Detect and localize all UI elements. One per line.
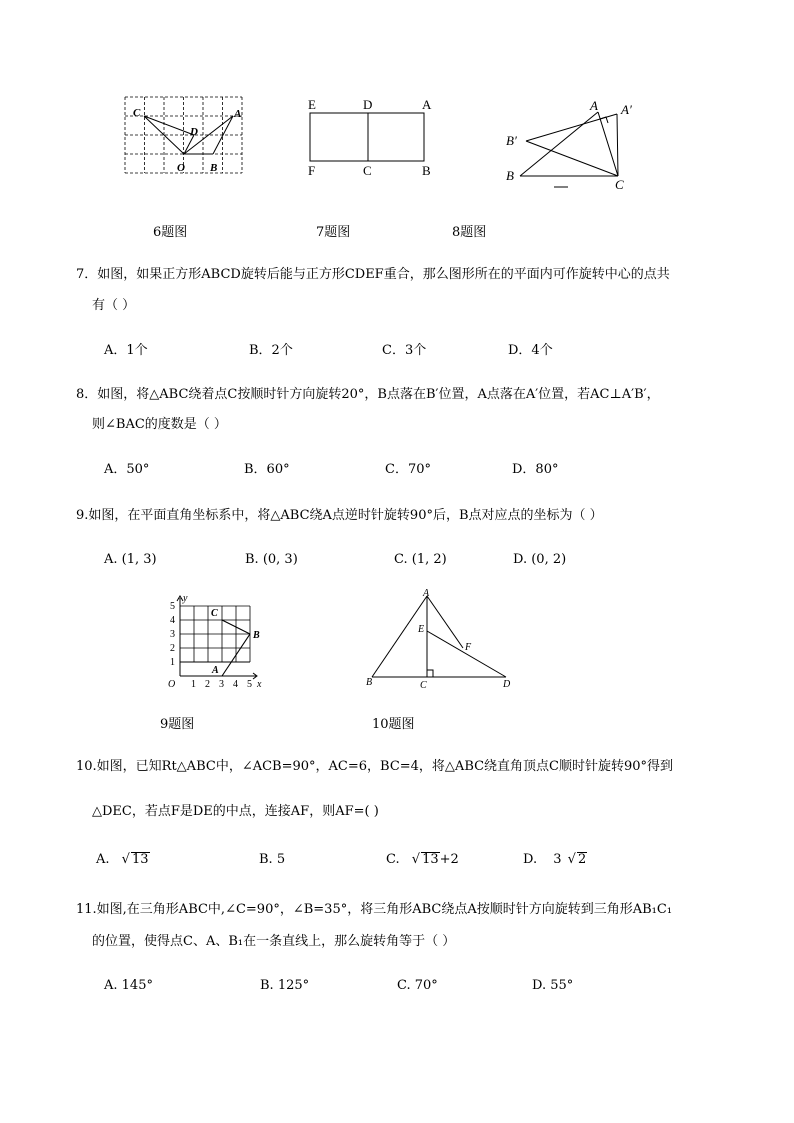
q10-option-d-radicand: 2 (577, 852, 587, 867)
q10-option-c-radicand: 13 (422, 852, 439, 867)
right-angle-mark (427, 670, 433, 677)
q8-option-b[interactable]: B．60° (244, 462, 290, 477)
label-C: C (133, 107, 141, 119)
segment-CD (144, 116, 194, 135)
label-C: C (420, 680, 427, 691)
q10-option-b[interactable]: B. 5 (259, 852, 286, 867)
label-F: F (465, 642, 472, 653)
y-tick-1: 1 (170, 657, 175, 668)
origin-label: O (168, 679, 176, 690)
label-C: C (363, 163, 372, 178)
q11-option-d[interactable]: D. 55° (532, 978, 574, 993)
x-tick-1: 1 (191, 679, 196, 690)
y-tick-2: 2 (170, 643, 175, 654)
label-A: A (422, 97, 432, 112)
caption-fig10: 10题图 (372, 717, 415, 732)
label-C: C (615, 177, 624, 192)
x-axis-label: x (257, 679, 262, 690)
label-C: C (211, 608, 218, 619)
caption-fig7: 7题图 (316, 225, 351, 240)
q9-line1: 9.如图，在平面直角坐标系中，将△ABC绕A点逆时针旋转90°后，B点对应点的坐标为（ ） (76, 508, 603, 523)
q10-line2: △DEC，若点F是DE的中点，连接AF，则AF=( ) (92, 804, 379, 819)
q11-line2: 的位置，使得点C、A、B₁在一条直线上，那么旋转角等于（ ） (92, 934, 456, 949)
label-A: A (590, 98, 598, 113)
label-D: D (503, 679, 511, 690)
segment-ED (427, 631, 506, 677)
q10-option-d[interactable]: D. 3 √ 2 (523, 852, 587, 867)
q10-option-c-label: C. (386, 852, 400, 867)
q9-option-b[interactable]: B. (0, 3) (245, 552, 298, 567)
q9-option-c[interactable]: C. (1, 2) (394, 552, 447, 567)
q10-option-d-coef: 3 (553, 852, 562, 867)
label-E: E (418, 624, 425, 635)
q8-option-d[interactable]: D．80° (512, 462, 559, 477)
q10-option-a-radicand: 13 (131, 852, 149, 867)
segment-BA (372, 596, 427, 677)
q10-line1: 10.如图，已知Rt△ABC中，∠ACB=90°，AC=6，BC=4，将△ABC绕直角顶点C顺时针旋转90°得到 (76, 759, 674, 774)
label-D: D (363, 97, 373, 112)
label-A-prime: A′ (621, 102, 632, 117)
caption-fig8: 8题图 (452, 225, 487, 240)
label-B: B (253, 630, 260, 641)
label-A: A (234, 108, 242, 120)
segment-AprimeC (617, 114, 618, 176)
figure-8 (500, 92, 645, 197)
q7-option-c[interactable]: C．3个 (382, 343, 427, 358)
q9-option-a[interactable]: A. (1, 3) (104, 552, 157, 567)
q8-option-c[interactable]: C．70° (385, 462, 431, 477)
y-tick-5: 5 (170, 601, 175, 612)
q7-option-b[interactable]: B．2个 (249, 343, 293, 358)
label-A: A (212, 665, 219, 676)
q10-option-c[interactable]: C. √ 13+2 (386, 852, 459, 867)
figure-6 (118, 92, 248, 187)
rectangle-EFBA (310, 113, 424, 161)
label-O: O (177, 162, 185, 174)
label-B-prime: B′ (506, 133, 517, 148)
x-tick-3: 3 (219, 679, 224, 690)
label-B: B (422, 163, 431, 178)
q10-option-c-tail: +2 (439, 852, 459, 867)
q11-option-c[interactable]: C. 70° (397, 978, 438, 993)
q7-option-a[interactable]: A．1个 (104, 343, 148, 358)
segment-BA (520, 112, 598, 176)
figure-9 (162, 590, 272, 692)
x-tick-4: 4 (233, 679, 238, 690)
x-tick-2: 2 (205, 679, 210, 690)
q11-line1: 11.如图,在三角形ABC中,∠C=90°，∠B=35°，将三角形ABC绕点A按顺时针方向旋转到三角形AB₁C₁ (76, 902, 673, 917)
q7-option-d[interactable]: D．4个 (508, 343, 553, 358)
label-E: E (308, 97, 316, 112)
q10-option-d-label: D. (523, 852, 538, 867)
q9-option-d[interactable]: D. (0, 2) (513, 552, 567, 567)
label-A: A (423, 588, 430, 599)
q10-option-a[interactable]: A. √ 13 (96, 852, 149, 867)
caption-fig6: 6题图 (153, 225, 188, 240)
y-tick-4: 4 (170, 615, 175, 626)
label-B: B (506, 168, 514, 183)
caption-fig9: 9题图 (160, 717, 195, 732)
label-B: B (210, 162, 218, 174)
segment-AF (427, 596, 463, 648)
q7-line2: 有（ ） (92, 298, 136, 313)
q11-option-b[interactable]: B. 125° (260, 978, 310, 993)
x-tick-5: 5 (247, 679, 252, 690)
label-D: D (190, 126, 198, 138)
q10-option-a-label: A. (96, 852, 110, 867)
figure-7 (300, 95, 445, 180)
segment-BprimeC (526, 141, 618, 176)
q7-line1: 7．如图，如果正方形ABCD旋转后能与正方形CDEF重合，那么图形所在的平面内可作旋转中心的点共 (76, 267, 670, 282)
label-F: F (308, 163, 316, 178)
figure-10 (360, 586, 520, 692)
label-B: B (366, 677, 373, 688)
q8-line2: 则∠BAC的度数是（ ） (92, 417, 227, 432)
q8-line1: 8．如图，将△ABC绕着点C按顺时针方向旋转20°，B点落在B′位置，A点落在A′位置，若AC⊥A′B′， (76, 387, 660, 402)
q8-option-a[interactable]: A．50° (104, 462, 150, 477)
y-tick-3: 3 (170, 629, 175, 640)
q11-option-a[interactable]: A. 145° (104, 978, 153, 993)
y-axis-label: y (183, 593, 188, 604)
